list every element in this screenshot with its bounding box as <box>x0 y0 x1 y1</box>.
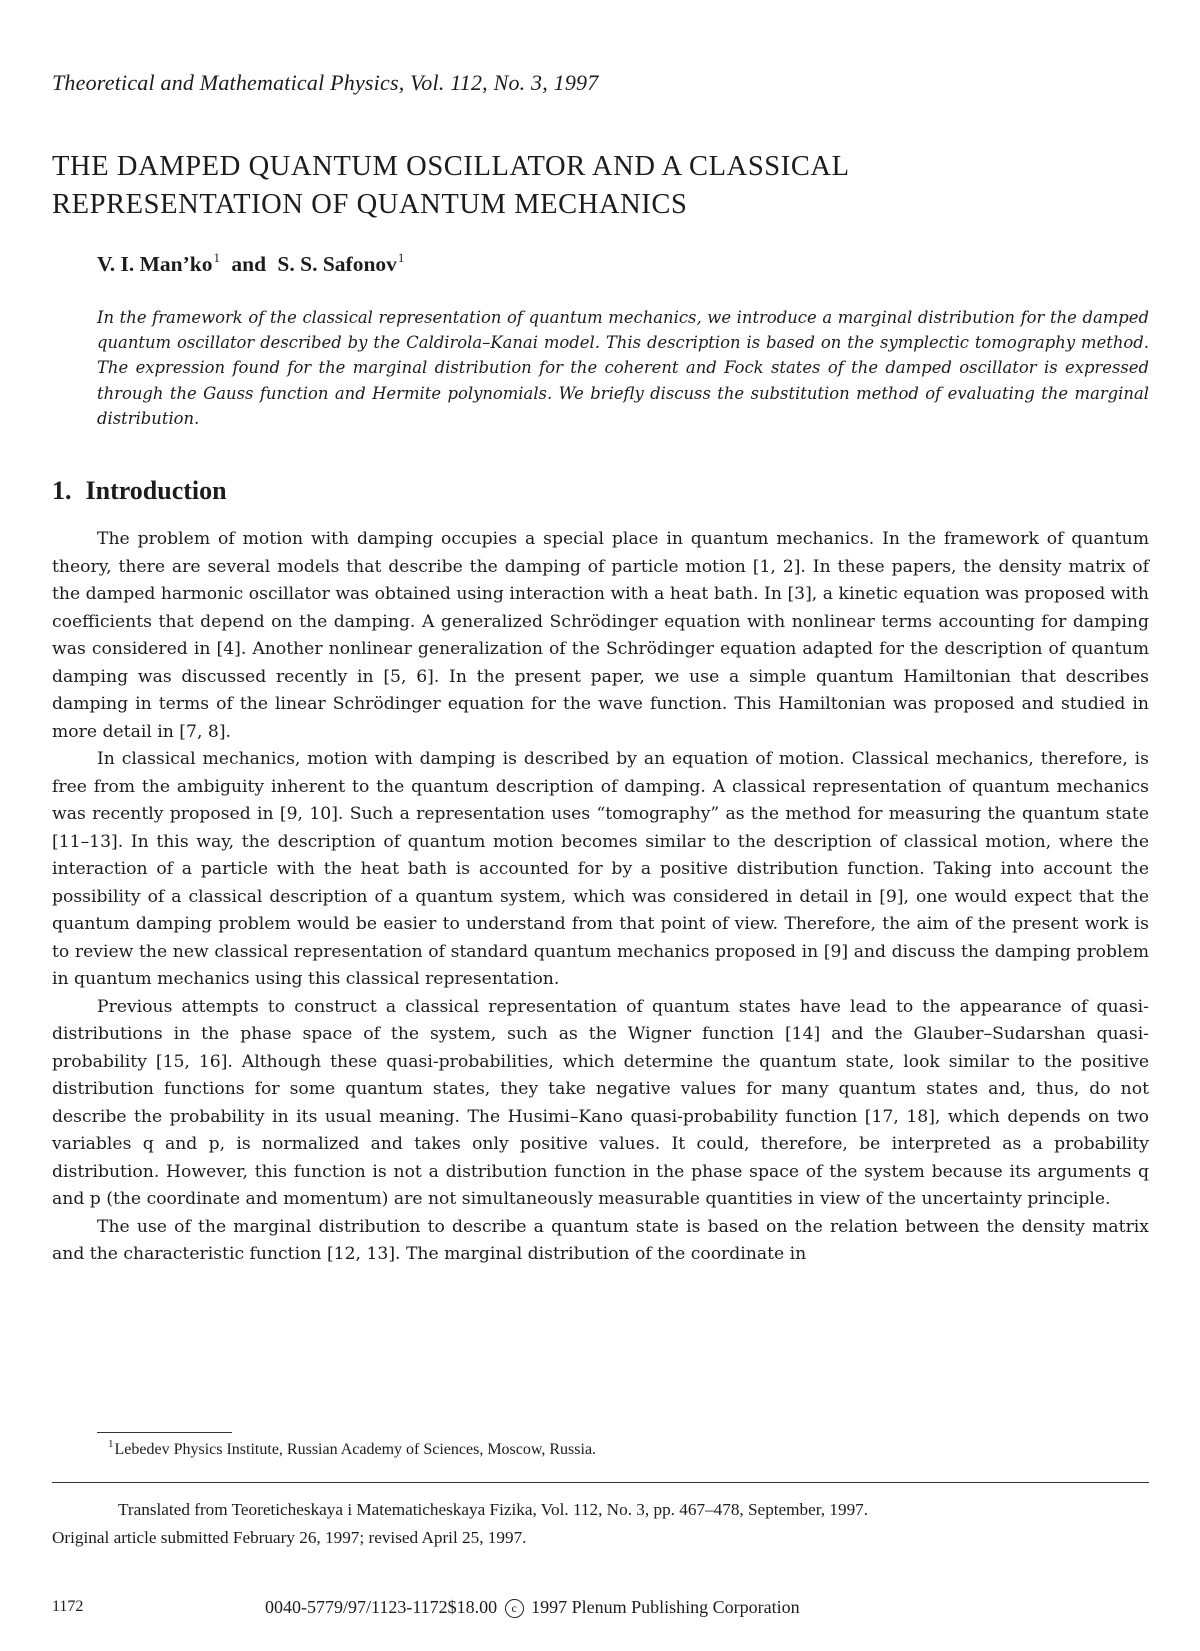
copyright-text: 1997 Plenum Publishing Corporation <box>531 1597 800 1617</box>
issn-price: 0040-5779/97/1123-1172$18.00 <box>265 1597 498 1617</box>
copyright-icon: c <box>505 1599 524 1618</box>
translation-divider <box>52 1482 1149 1483</box>
title-line-1: THE DAMPED QUANTUM OSCILLATOR AND A CLASSICAL <box>52 151 850 182</box>
footnote <box>108 1438 596 1459</box>
translation-line-2: Original article submitted February 26, 1997; revised April 25, 1997. <box>52 1527 527 1547</box>
author-name: V. I. Man’ko <box>97 252 213 276</box>
paragraph: Previous attempts to construct a classical representation of quantum states have lead to the appearance of quasi-distributions in the phase space of the system, such as the Wigner function [14] and the Glauber–Sudarshan quasi-probability [15, 16]. Although these quasi-probabilities, which determine the quantum state, look similar to the positive distribution functions for some quantum states, they take negative values for many quantum states and, thus, do not describe the probability in its usual meaning. The Husimi–Kano quasi-probability function [17, 18], which depends on two variables q and p, is normalized and takes only positive values. It could, therefore, be interpreted as a probability distribution. However, this function is not a distribution function in the phase space of the system because its arguments q and p (the coordinate and momentum) are not simultaneously measurable quantities in view of the uncertainty principle. <box>52 996 1149 1209</box>
author-list <box>97 250 404 277</box>
section-title: Introduction <box>85 476 227 505</box>
footnote-divider <box>97 1432 232 1433</box>
paragraph: In classical mechanics, motion with damping is described by an equation of motion. Classical mechanics, therefore, is free from the ambiguity inherent to the quantum description of damping. A classical representation of quantum mechanics was recently proposed in [9, 10]. Such a representation uses “tomography” as the method for measuring the quantum state [11–13]. In this way, the description of quantum motion becomes similar to the description of classical motion, where the interaction of a particle with the heat bath is accounted for by a positive distribution function. Taking into account the possibility of a classical description of a quantum system, which was considered in detail in [9], one would expect that the quantum damping problem would be easier to understand from that point of view. Therefore, the aim of the present work is to review the new classical representation of standard quantum mechanics proposed in [9] and discuss the damping problem in quantum mechanics using this classical representation. <box>52 749 1149 989</box>
section-heading <box>52 476 227 506</box>
translation-note <box>52 1496 1149 1551</box>
abstract: In the framework of the classical representation of quantum mechanics, we introduce a marginal distribution for the damped quantum oscillator described by the Caldirola–Kanai model. This description is based on the symplectic tomography method. The expression found for the marginal distribution for the coherent and Fock states of the damped oscillator is expressed through the Gauss function and Hermite polynomials. We briefly discuss the substitution method of evaluating the marginal distribution. <box>97 308 1149 428</box>
copyright-line <box>265 1597 800 1618</box>
footnote-text: Lebedev Physics Institute, Russian Academy of Sciences, Moscow, Russia. <box>114 1441 597 1458</box>
page-number: 1172 <box>52 1598 84 1615</box>
paper-title <box>52 148 1152 224</box>
body-text <box>52 526 1149 1269</box>
title-line-2: REPRESENTATION OF QUANTUM MECHANICS <box>52 189 688 220</box>
affiliation-mark: 1 <box>397 250 405 265</box>
affiliation-mark: 1 <box>213 250 220 265</box>
paragraph: The problem of motion with damping occupies a special place in quantum mechanics. In the framework of quantum theory, there are several models that describe the damping of particle motion [1, 2]. In these papers, the density matrix of the damped harmonic oscillator was obtained using interaction with a heat bath. In [3], a kinetic equation was proposed with coefficients that depend on the damping. A generalized Schrödinger equation with nonlinear terms accounting for damping was considered in [4]. Another nonlinear generalization of the Schrödinger equation adapted for the description of quantum damping was discussed recently in [5, 6]. In the present paper, we use a simple quantum Hamiltonian that describes damping in terms of the linear Schrödinger equation for the wave function. This Hamiltonian was proposed and studied in more detail in [7, 8]. <box>52 529 1149 742</box>
paragraph: The use of the marginal distribution to describe a quantum state is based on the relation between the density matrix and the characteristic function [12, 13]. The marginal distribution of the coordinate in <box>52 1216 1149 1264</box>
section-number: 1. <box>52 476 72 505</box>
author-name: S. S. Safonov <box>277 252 397 276</box>
translation-line-1: Translated from Teoreticheskaya i Matematicheskaya Fizika, Vol. 112, No. 3, pp. 467–478, September, 1997. <box>118 1500 869 1519</box>
footnote-mark: 1 <box>108 1438 114 1450</box>
author-conjunction: and <box>231 252 267 276</box>
journal-header: Theoretical and Mathematical Physics, Vol. 112, No. 3, 1997 <box>52 70 599 95</box>
